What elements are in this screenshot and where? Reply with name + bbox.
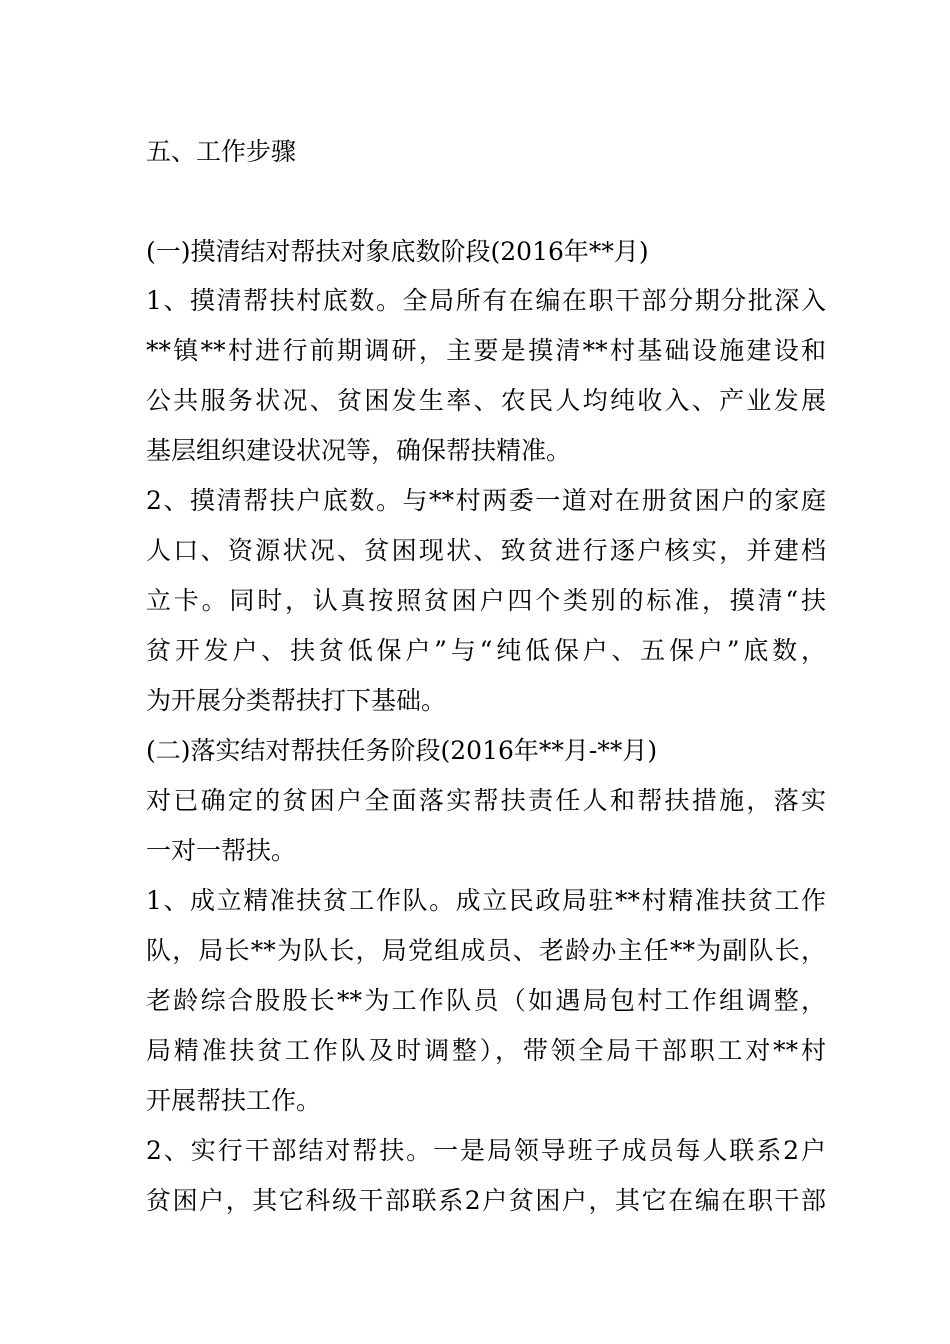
text-line: 1、成立精准扶贫工作队。成立民政局驻**村精准扶贫工作	[146, 886, 826, 915]
text-line: 一对一帮扶。	[146, 836, 297, 865]
text-line: 贫开发户、扶贫低保户”与“纯低保户、五保户”底数，	[146, 636, 826, 665]
text-line: **镇**村进行前期调研，主要是摸清**村基础设施建设和	[146, 336, 826, 365]
subsection-heading-1: (一)摸清结对帮扶对象底数阶段(2016年**月)	[146, 237, 649, 266]
text-line: 老龄综合股股长**为工作队员（如遇局包村工作组调整，	[146, 986, 826, 1015]
text-line: 立卡。同时，认真按照贫困户四个类别的标准，摸清“扶	[146, 586, 826, 615]
text-line: 基层组织建设状况等，确保帮扶精准。	[146, 436, 572, 465]
text-line: 公共服务状况、贫困发生率、农民人均纯收入、产业发展	[146, 386, 826, 415]
text-line: 1、摸清帮扶村底数。全局所有在编在职干部分期分批深入	[146, 286, 826, 315]
text-line: 2、实行干部结对帮扶。一是局领导班子成员每人联系2户	[146, 1136, 826, 1165]
text-line: 队，局长**为队长，局党组成员、老龄办主任**为副队长，	[146, 936, 826, 965]
text-line: 贫困户，其它科级干部联系2户贫困户，其它在编在职干部	[146, 1186, 826, 1215]
text-line: 2、摸清帮扶户底数。与**村两委一道对在册贫困户的家庭	[146, 486, 826, 515]
text-line: 局精准扶贫工作队及时调整），带领全局干部职工对**村	[146, 1036, 826, 1065]
text-line: 人口、资源状况、贫困现状、致贫进行逐户核实，并建档	[146, 536, 826, 565]
text-line: 开展帮扶工作。	[146, 1086, 322, 1115]
subsection-heading-2: (二)落实结对帮扶任务阶段(2016年**月-**月)	[146, 736, 658, 765]
section-title: 五、工作步骤	[146, 137, 297, 166]
text-line: 为开展分类帮扶打下基础。	[146, 686, 447, 715]
text-line: 对已确定的贫困户全面落实帮扶责任人和帮扶措施，落实	[146, 786, 826, 815]
